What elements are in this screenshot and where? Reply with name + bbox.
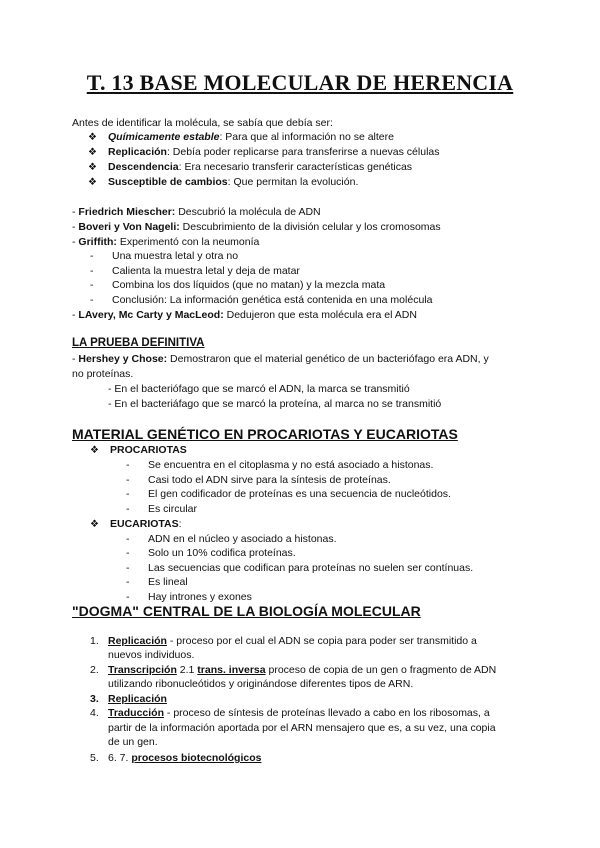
dogma-item: 1. Replicación - proceso por el cual el ADN se copia para poder ser transmitido a — [90, 635, 477, 647]
history-item-boveri: - Boveri y Von Nageli: Descubrimiento de la división celular y los cromosomas — [72, 221, 441, 233]
list-item: - Combina los dos líquidos (que no matan) y la mezcla mata — [90, 279, 386, 291]
list-item: ❖ Replicación: Debía poder replicarse para transferirse a nuevas células — [88, 146, 440, 158]
list-item: - El gen codificador de proteínas es una secuencia de nucleótidos. — [126, 488, 451, 500]
intro-text: Antes de identificar la molécula, se sabía que debía ser: — [72, 117, 333, 129]
diamond-bullet-icon: ❖ — [90, 445, 99, 456]
list-item: - Se encuentra en el citoplasma y no está asociado a histonas. — [126, 459, 434, 471]
page-title: T. 13 BASE MOLECULAR DE HERENCIA — [86, 70, 514, 95]
list-item: ❖ Descendencia: Era necesario transferir características genéticas — [88, 161, 413, 173]
list-item: - En el bacteriófago que se marcó el ADN, la marca se transmitió — [108, 383, 410, 395]
list-item: ❖ Susceptible de cambios: Que permitan la evolución. — [88, 176, 359, 188]
dogma-item: 4. Traducción - proceso de síntesis de proteínas llevado a cabo en los ribosomas, a — [90, 707, 490, 719]
diamond-bullet-icon: ❖ — [88, 132, 97, 143]
list-item: - Hay intrones y exones — [126, 591, 252, 603]
dogma-item-cont: de un gen. — [108, 736, 158, 748]
list-item: - Calienta la muestra letal y deja de matar — [90, 265, 300, 277]
dogma-item: 5. 6. 7. procesos biotecnológicos — [90, 752, 262, 764]
dogma-item: 3. Replicación — [90, 693, 167, 705]
list-item: - Casi todo el ADN sirve para la síntesis de proteínas. — [126, 474, 391, 486]
diamond-bullet-icon: ❖ — [90, 519, 99, 530]
dogma-item-cont: utilizando ribonucleótidos y originándose diferentes tipos de ARN. — [108, 678, 414, 690]
list-item: - Solo un 10% codifica proteínas. — [126, 547, 296, 559]
list-item: ❖ Químicamente estable: Para que al información no se altere — [88, 131, 394, 143]
subsection-procariotas: ❖ PROCARIOTAS — [90, 444, 187, 456]
list-item: - ADN en el núcleo y asociado a histonas. — [126, 533, 337, 545]
list-item: - En el bacteriáfago que se marcó la proteína, al marca no se transmitió — [108, 398, 442, 410]
section-heading-prueba: LA PRUEBA DEFINITIVA — [72, 337, 205, 349]
subsection-eucariotas: ❖ EUCARIOTAS: — [90, 518, 182, 530]
list-item: - Es lineal — [126, 576, 188, 588]
history-item-griffith: - Griffith: Experimentó con la neumonía — [72, 236, 260, 248]
history-item-miescher: - Friedrich Miescher: Descubrió la molécula de ADN — [72, 206, 321, 218]
dogma-item: 2. Transcripción 2.1 trans. inversa proceso de copia de un gen o fragmento de ADN — [90, 664, 497, 676]
history-item-avery: - LAvery, Mc Carty y MacLeod: Dedujeron que esta molécula era el ADN — [72, 309, 417, 321]
diamond-bullet-icon: ❖ — [88, 147, 97, 158]
prueba-paragraph-cont: no proteínas. — [72, 368, 134, 380]
list-item: - Una muestra letal y otra no — [90, 250, 239, 262]
section-heading-dogma: "DOGMA" CENTRAL DE LA BIOLOGÍA MOLECULAR — [72, 603, 421, 619]
list-item: - Conclusión: La información genética está contenida en una molécula — [90, 294, 433, 306]
section-heading-material: MATERIAL GENÉTICO EN PROCARIOTAS Y EUCARIOTAS — [72, 426, 458, 442]
prueba-paragraph: - Hershey y Chose: Demostraron que el material genético de un bacteriófago era ADN, y — [72, 353, 489, 365]
dogma-item-cont: nuevos individuos. — [108, 649, 195, 661]
list-item: - Las secuencias que codifican para proteínas no suelen ser contínuas. — [126, 562, 474, 574]
diamond-bullet-icon: ❖ — [88, 177, 97, 188]
list-item: - Es circular — [126, 503, 198, 515]
dogma-item-cont: partir de la información aportada por el ARN mensajero que es, a su vez, una copia — [108, 722, 496, 734]
diamond-bullet-icon: ❖ — [88, 162, 97, 173]
